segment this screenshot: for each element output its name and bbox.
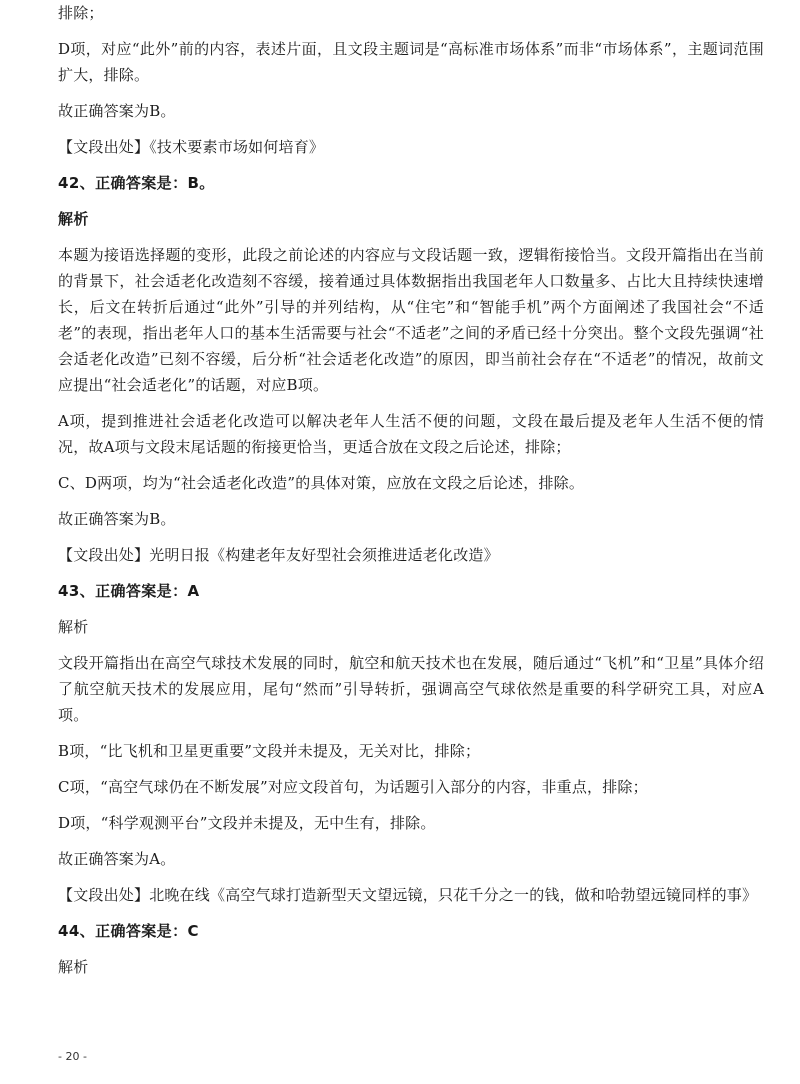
paragraph: A项，提到推进社会适老化改造可以解决老年人生活不便的问题，文段在最后提及老年人生活不便的情况，故A项与文段末尾话题的衔接更恰当，更适合放在文段之后论述，排除； [58, 412, 764, 456]
paragraph: C项，“高空气球仍在不断发展”对应文段首句，为话题引入部分的内容，非重点，排除； [58, 778, 648, 796]
answer-heading: 44、正确答案是：C [58, 922, 199, 940]
paragraph: B项，“比飞机和卫星更重要”文段并未提及，无关对比，排除； [58, 742, 481, 760]
analysis-heading: 解析 [58, 210, 89, 228]
paragraph: D项，“科学观测平台”文段并未提及，无中生有，排除。 [58, 814, 436, 832]
source-citation: 【文段出处】光明日报《构建老年友好型社会须推进适老化改造》 [58, 546, 499, 564]
paragraph: 故正确答案为B。 [58, 102, 176, 120]
paragraph: 故正确答案为A。 [58, 850, 176, 868]
answer-heading: 42、正确答案是：B。 [58, 174, 215, 192]
source-citation: 【文段出处】北晚在线《高空气球打造新型天文望远镜，只花千分之一的钱，做和哈勃望远镜同样的事》 [58, 886, 758, 904]
paragraph: D项，对应“此外”前的内容，表述片面，且文段主题词是“高标准市场体系”而非“市场体系”，主题词范围扩大，排除。 [58, 40, 764, 84]
answer-heading: 43、正确答案是：A [58, 582, 200, 600]
paragraph: 故正确答案为B。 [58, 510, 176, 528]
paragraph: 本题为接语选择题的变形，此段之前论述的内容应与文段话题一致，逻辑衔接恰当。文段开篇指出在当前的背景下，社会适老化改造刻不容缓，接着通过具体数据指出我国老年人口数量多、占比大且持续快速增长，后文在转折后通过“此外”引导的并列结构，从“住宅”和“智能手机”两个方面阐述了我国社会“不适老”的表现，指出老年人口的基本生活需要与社会“不适老”之间的矛盾已经十分突出。整个文段先强调“社会适老化改造”已刻不容缓，后分析“社会适老化改造”的原因，即当前社会存在“不适老”的情况，故前文应提出“社会适老化”的话题，对应B项。 [58, 246, 764, 394]
page-number: - 20 - [58, 1050, 87, 1063]
source-citation: 【文段出处】《技术要素市场如何培育》 [58, 138, 325, 156]
paragraph: 排除； [58, 4, 104, 22]
paragraph: C、D两项，均为“社会适老化改造”的具体对策，应放在文段之后论述，排除。 [58, 474, 585, 492]
analysis-heading: 解析 [58, 618, 89, 636]
paragraph: 文段开篇指出在高空气球技术发展的同时，航空和航天技术也在发展，随后通过“飞机”和“卫星”具体介绍了航空航天技术的发展应用，尾句“然而”引导转折，强调高空气球依然是重要的科学研究工具，对应A项。 [58, 654, 764, 724]
analysis-heading: 解析 [58, 958, 89, 976]
document-page [58, 0, 764, 990]
